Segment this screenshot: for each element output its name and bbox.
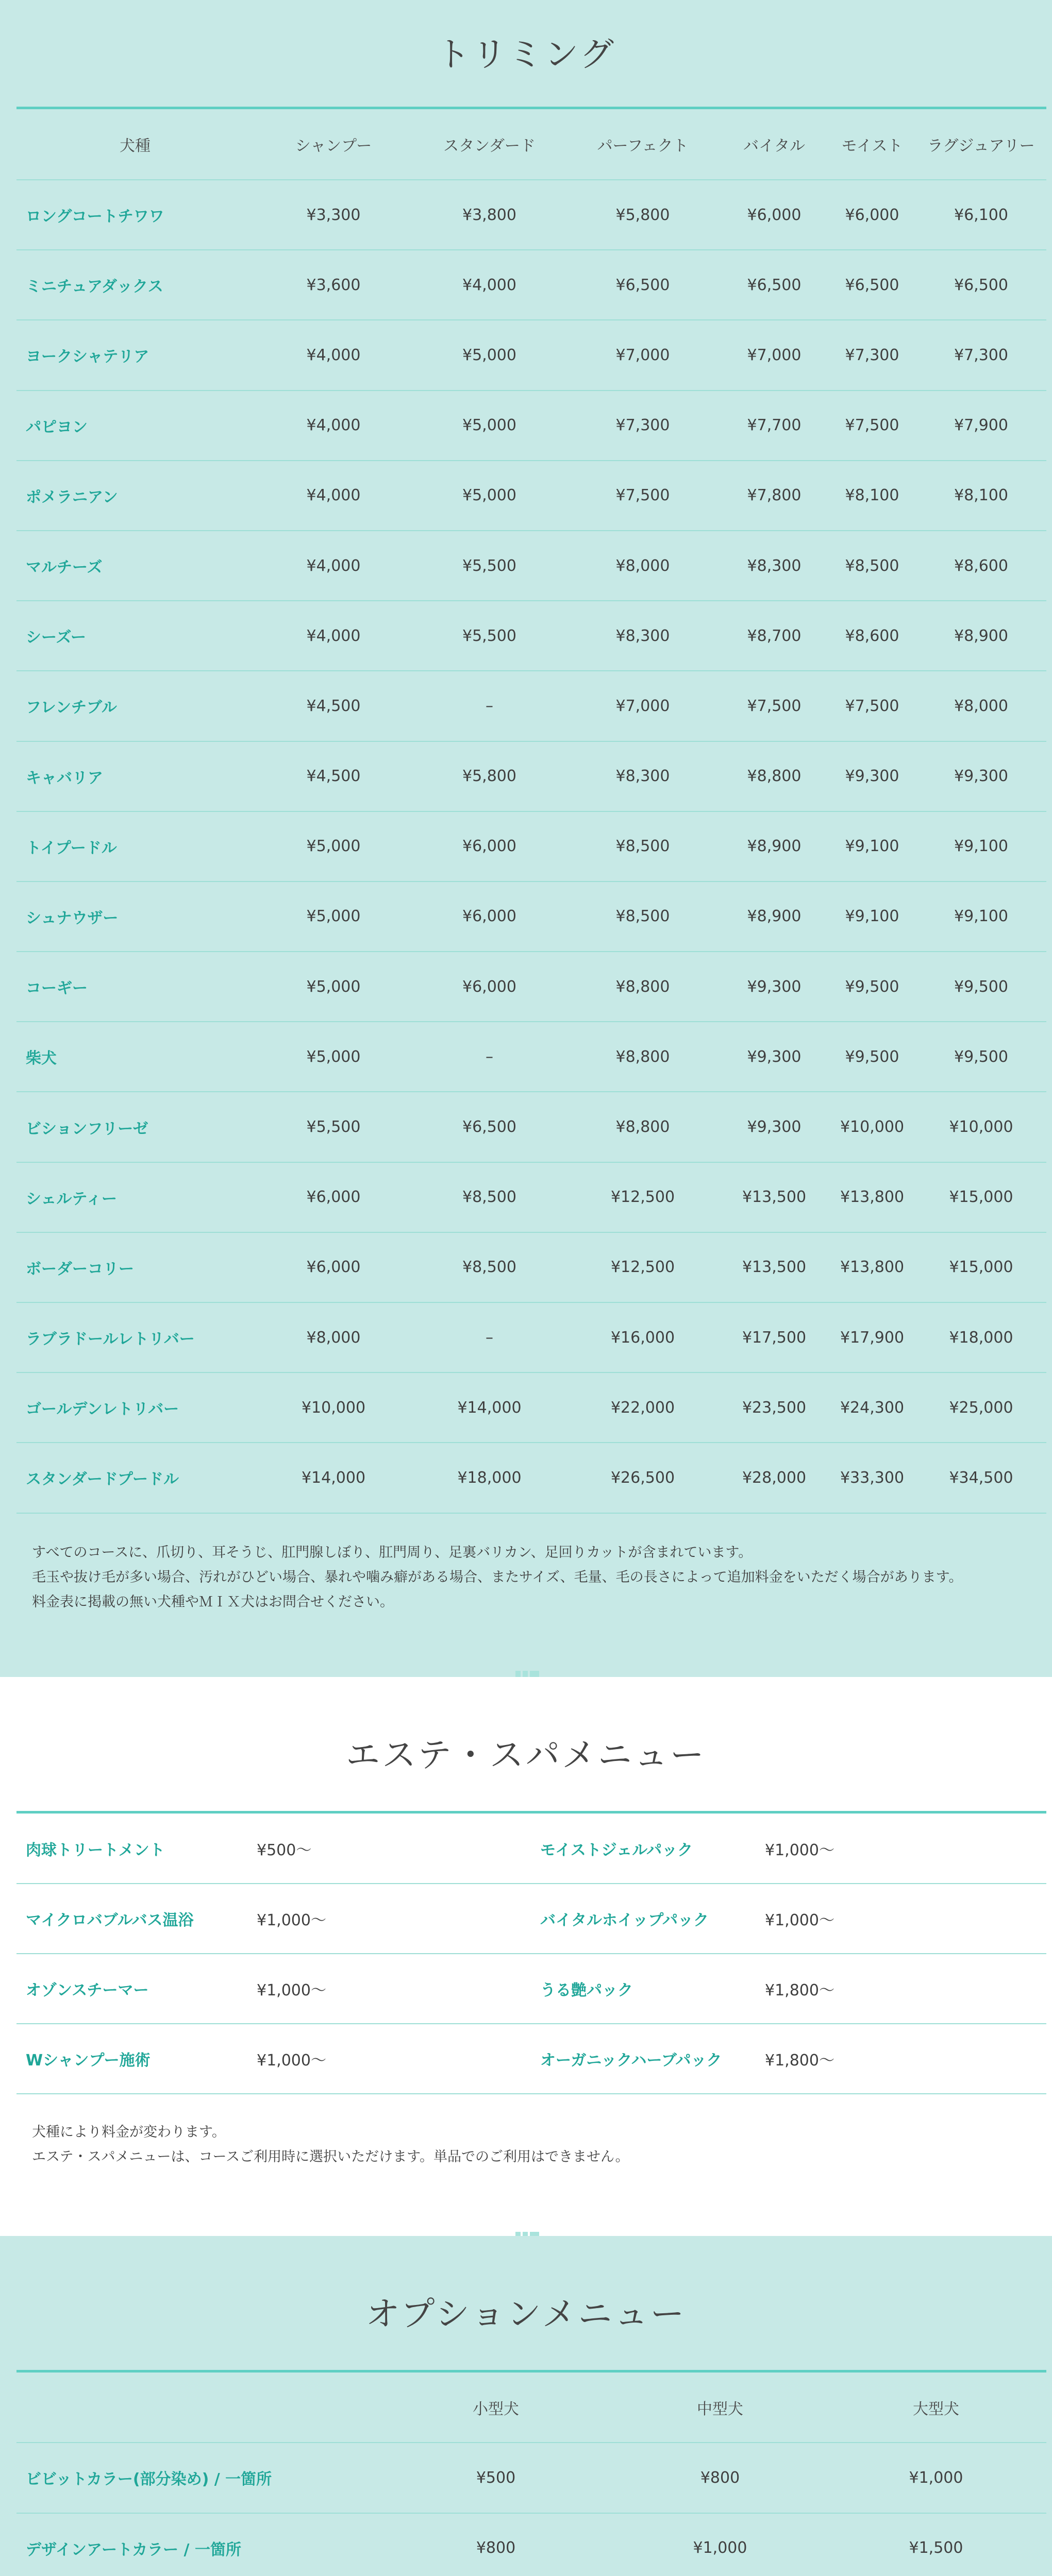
table-row — [16, 811, 1046, 882]
table-row — [16, 250, 1046, 320]
breed-name: キャバリア — [16, 741, 254, 811]
breed-name: マルチーズ — [16, 531, 254, 601]
breed-name: シーズー — [16, 601, 254, 671]
price-cell: ¥9,100 — [916, 882, 1046, 952]
table-row — [16, 1162, 1046, 1232]
price-cell: ¥4,000 — [254, 601, 413, 671]
trimming-note: すべてのコースに、爪切り、耳そうじ、肛門腺しぼり、肛門周り、足裏バリカン、足回りカットが含まれています。 — [32, 1545, 753, 1561]
breed-name: コーギー — [16, 952, 254, 1022]
price-cell: ¥5,800 — [413, 741, 565, 811]
trimming-title: トリミング — [436, 35, 616, 74]
price-cell: ¥8,500 — [413, 1162, 565, 1232]
price-cell: ¥7,300 — [916, 320, 1046, 390]
table-row — [16, 1092, 1046, 1162]
price-cell: ¥6,000 — [254, 1232, 413, 1302]
price-cell: ¥8,800 — [720, 741, 828, 811]
price-cell: ¥8,100 — [828, 461, 916, 531]
price-cell: ¥500 — [377, 2443, 614, 2513]
table-row — [16, 531, 1046, 601]
table-row — [16, 1443, 1046, 1513]
table-row — [16, 180, 1046, 250]
price-cell: ¥8,800 — [565, 952, 720, 1022]
price-cell: – — [413, 1022, 565, 1092]
price-cell: ¥6,500 — [413, 1092, 565, 1162]
table-row — [16, 320, 1046, 390]
option-name: ビビットカラー(部分染め) / 一箇所 — [16, 2443, 377, 2513]
spa-title: エステ・スパメニュー — [346, 1735, 706, 1775]
price-cell: ¥6,000 — [413, 882, 565, 952]
price-cell: ¥33,300 — [828, 1443, 916, 1513]
trimming-note: 毛玉や抜け毛が多い場合、汚れがひどい場合、暴れや噛み癖がある場合、またサイズ、毛量、毛の長さによって追加料金をいただく場合があります。 — [32, 1569, 963, 1585]
price-cell: ¥5,000 — [254, 1022, 413, 1092]
price-cell: ¥9,100 — [916, 811, 1046, 882]
spa-item-name: モイストジェルパック — [531, 1814, 761, 1884]
spa-note: エステ・スパメニューは、コースご利用時に選択いただけます。単品でのご利用はできません。 — [32, 2149, 629, 2165]
spa-item-name: 肉球トリートメント — [16, 1814, 253, 1884]
breed-name: トイプードル — [16, 811, 254, 882]
price-cell: ¥4,500 — [254, 741, 413, 811]
breed-name: ミニチュアダックス — [16, 250, 254, 320]
price-cell: ¥9,100 — [828, 811, 916, 882]
table-row — [16, 461, 1046, 531]
table-row — [16, 2024, 1046, 2094]
price-cell: ¥7,800 — [720, 461, 828, 531]
header-breed: 犬種 — [16, 109, 254, 180]
breed-name: ボーダーコリー — [16, 1232, 254, 1302]
price-cell: ¥22,000 — [565, 1372, 720, 1443]
price-cell: ¥7,300 — [828, 320, 916, 390]
breed-name: パピヨン — [16, 391, 254, 461]
price-cell: ¥5,800 — [565, 180, 720, 250]
price-cell: ¥8,300 — [565, 601, 720, 671]
spa-item-price: ¥1,800〜 — [761, 2024, 1046, 2094]
breed-name: ラブラドールレトリバー — [16, 1302, 254, 1372]
price-cell: ¥9,300 — [828, 741, 916, 811]
price-cell: ¥9,300 — [720, 1092, 828, 1162]
trimming-header-row — [16, 109, 1046, 180]
price-cell: ¥4,000 — [254, 531, 413, 601]
price-cell: ¥28,000 — [720, 1443, 828, 1513]
price-cell: ¥8,600 — [828, 601, 916, 671]
spa-table — [16, 1814, 1046, 2094]
price-cell: ¥23,500 — [720, 1372, 828, 1443]
table-row — [16, 882, 1046, 952]
price-cell: – — [413, 1302, 565, 1372]
breed-name: シュナウザー — [16, 882, 254, 952]
spa-item-price: ¥1,000〜 — [253, 2024, 531, 2094]
table-row — [16, 952, 1046, 1022]
price-cell: ¥1,000 — [826, 2443, 1046, 2513]
price-cell: ¥4,000 — [254, 461, 413, 531]
price-cell: ¥10,000 — [828, 1092, 916, 1162]
price-cell: ¥6,000 — [254, 1162, 413, 1232]
price-cell: ¥6,500 — [916, 250, 1046, 320]
header-standard: スタンダード — [413, 109, 565, 180]
breed-name: シェルティー — [16, 1162, 254, 1232]
price-cell: ¥5,000 — [254, 882, 413, 952]
options-table — [16, 2372, 1046, 2576]
spa-item-name: オゾンスチーマー — [16, 1954, 253, 2024]
price-cell: ¥15,000 — [916, 1232, 1046, 1302]
options-section — [0, 2236, 1052, 2576]
breed-name: スタンダードプードル — [16, 1443, 254, 1513]
price-cell: ¥5,000 — [413, 391, 565, 461]
table-row — [16, 671, 1046, 741]
price-cell: ¥8,100 — [916, 461, 1046, 531]
price-cell: ¥8,800 — [565, 1022, 720, 1092]
price-cell: ¥7,900 — [916, 391, 1046, 461]
price-cell: ¥16,000 — [565, 1302, 720, 1372]
price-cell: ¥4,500 — [254, 671, 413, 741]
price-cell: ¥7,500 — [828, 671, 916, 741]
price-cell: ¥10,000 — [916, 1092, 1046, 1162]
price-cell: ¥5,000 — [413, 461, 565, 531]
spa-item-price: ¥500〜 — [253, 1814, 531, 1884]
spa-section — [0, 1677, 1052, 2236]
price-cell: ¥13,500 — [720, 1232, 828, 1302]
table-row — [16, 1814, 1046, 1884]
price-cell: ¥10,000 — [254, 1372, 413, 1443]
price-cell: ¥5,500 — [254, 1092, 413, 1162]
spa-notes — [32, 2120, 629, 2170]
price-cell: ¥8,500 — [413, 1232, 565, 1302]
price-cell: ¥8,000 — [565, 531, 720, 601]
breed-name: ビションフリーゼ — [16, 1092, 254, 1162]
breed-name: フレンチブル — [16, 671, 254, 741]
price-cell: ¥17,900 — [828, 1302, 916, 1372]
table-row — [16, 391, 1046, 461]
options-title: オプションメニュー — [365, 2294, 687, 2334]
price-cell: ¥18,000 — [413, 1443, 565, 1513]
price-cell: ¥9,500 — [828, 1022, 916, 1092]
price-cell: ¥6,000 — [413, 952, 565, 1022]
price-cell: ¥1,500 — [826, 2513, 1046, 2576]
header-perfect: パーフェクト — [565, 109, 720, 180]
price-cell: ¥34,500 — [916, 1443, 1046, 1513]
price-cell: ¥800 — [614, 2443, 826, 2513]
table-row — [16, 1954, 1046, 2024]
spa-item-price: ¥1,000〜 — [253, 1954, 531, 2024]
price-cell: ¥5,000 — [254, 811, 413, 882]
price-cell: ¥8,500 — [565, 882, 720, 952]
price-cell: ¥15,000 — [916, 1162, 1046, 1232]
price-cell: ¥3,600 — [254, 250, 413, 320]
breed-name: ロングコートチワワ — [16, 180, 254, 250]
price-cell: ¥13,500 — [720, 1162, 828, 1232]
options-header-row — [16, 2372, 1046, 2443]
price-cell: – — [413, 671, 565, 741]
price-cell: ¥3,300 — [254, 180, 413, 250]
header-option-name — [16, 2372, 377, 2443]
price-cell: ¥18,000 — [916, 1302, 1046, 1372]
price-cell: ¥8,300 — [720, 531, 828, 601]
trimming-table — [16, 109, 1046, 1514]
price-cell: ¥7,500 — [720, 671, 828, 741]
price-cell: ¥9,300 — [916, 741, 1046, 811]
price-cell: ¥4,000 — [254, 391, 413, 461]
table-row — [16, 1232, 1046, 1302]
price-cell: ¥9,100 — [828, 882, 916, 952]
price-cell: ¥6,500 — [828, 250, 916, 320]
price-cell: ¥8,500 — [565, 811, 720, 882]
price-cell: ¥6,000 — [413, 811, 565, 882]
price-cell: ¥1,000 — [614, 2513, 826, 2576]
price-cell: ¥9,300 — [720, 1022, 828, 1092]
price-cell: ¥8,900 — [916, 601, 1046, 671]
price-cell: ¥8,800 — [565, 1092, 720, 1162]
price-cell: ¥8,900 — [720, 811, 828, 882]
spa-item-price: ¥1,000〜 — [761, 1814, 1046, 1884]
spa-item-name: うる艶パック — [531, 1954, 761, 2024]
spa-item-price: ¥1,000〜 — [253, 1884, 531, 1954]
price-cell: ¥8,700 — [720, 601, 828, 671]
table-row — [16, 1884, 1046, 1954]
price-cell: ¥9,500 — [828, 952, 916, 1022]
price-cell: ¥800 — [377, 2513, 614, 2576]
price-cell: ¥14,000 — [413, 1372, 565, 1443]
header-luxury: ラグジュアリー — [916, 109, 1046, 180]
price-cell: ¥8,000 — [254, 1302, 413, 1372]
price-cell: ¥13,800 — [828, 1232, 916, 1302]
table-row — [16, 1372, 1046, 1443]
table-row — [16, 1022, 1046, 1092]
spa-item-price: ¥1,000〜 — [761, 1884, 1046, 1954]
table-row — [16, 1302, 1046, 1372]
table-row — [16, 2443, 1046, 2513]
table-row — [16, 2513, 1046, 2576]
table-row — [16, 741, 1046, 811]
price-cell: ¥24,300 — [828, 1372, 916, 1443]
price-cell: ¥7,000 — [565, 671, 720, 741]
price-cell: ¥8,600 — [916, 531, 1046, 601]
breed-name: ポメラニアン — [16, 461, 254, 531]
price-cell: ¥8,300 — [565, 741, 720, 811]
option-name: デザインアートカラー / 一箇所 — [16, 2513, 377, 2576]
price-cell: ¥4,000 — [254, 320, 413, 390]
price-cell: ¥12,500 — [565, 1162, 720, 1232]
breed-name: ゴールデンレトリバー — [16, 1372, 254, 1443]
price-cell: ¥9,300 — [720, 952, 828, 1022]
price-cell: ¥6,500 — [720, 250, 828, 320]
spa-item-name: バイタルホイップパック — [531, 1884, 761, 1954]
price-cell: ¥4,000 — [413, 250, 565, 320]
spa-item-name: オーガニックハーブパック — [531, 2024, 761, 2094]
price-cell: ¥13,800 — [828, 1162, 916, 1232]
price-cell: ¥6,000 — [828, 180, 916, 250]
price-cell: ¥7,500 — [828, 391, 916, 461]
price-cell: ¥5,500 — [413, 531, 565, 601]
price-cell: ¥5,000 — [413, 320, 565, 390]
header-small-dog: 小型犬 — [377, 2372, 614, 2443]
price-cell: ¥7,000 — [720, 320, 828, 390]
breed-name: ヨークシャテリア — [16, 320, 254, 390]
price-cell: ¥17,500 — [720, 1302, 828, 1372]
price-cell: ¥7,300 — [565, 391, 720, 461]
price-cell: ¥8,900 — [720, 882, 828, 952]
spa-note: 犬種により料金が変わります。 — [32, 2124, 226, 2140]
price-cell: ¥8,000 — [916, 671, 1046, 741]
header-medium-dog: 中型犬 — [614, 2372, 826, 2443]
header-moist: モイスト — [828, 109, 916, 180]
price-cell: ¥7,500 — [565, 461, 720, 531]
price-cell: ¥14,000 — [254, 1443, 413, 1513]
price-cell: ¥25,000 — [916, 1372, 1046, 1443]
header-shampoo: シャンプー — [254, 109, 413, 180]
spa-item-price: ¥1,800〜 — [761, 1954, 1046, 2024]
breed-name: 柴犬 — [16, 1022, 254, 1092]
price-cell: ¥8,500 — [828, 531, 916, 601]
price-cell: ¥9,500 — [916, 1022, 1046, 1092]
price-cell: ¥6,500 — [565, 250, 720, 320]
spa-item-name: Wシャンプー施術 — [16, 2024, 253, 2094]
trimming-note: 料金表に掲載の無い犬種やＭＩＸ犬はお問合せください。 — [32, 1594, 394, 1610]
price-cell: ¥5,000 — [254, 952, 413, 1022]
trimming-notes — [32, 1540, 963, 1615]
price-cell: ¥12,500 — [565, 1232, 720, 1302]
table-row — [16, 601, 1046, 671]
header-vital: バイタル — [720, 109, 828, 180]
price-cell: ¥7,000 — [565, 320, 720, 390]
price-cell: ¥7,700 — [720, 391, 828, 461]
price-cell: ¥5,500 — [413, 601, 565, 671]
price-cell: ¥26,500 — [565, 1443, 720, 1513]
header-large-dog: 大型犬 — [826, 2372, 1046, 2443]
price-cell: ¥6,100 — [916, 180, 1046, 250]
price-cell: ¥3,800 — [413, 180, 565, 250]
price-cell: ¥6,000 — [720, 180, 828, 250]
spa-item-name: マイクロバブルバス温浴 — [16, 1884, 253, 1954]
price-cell: ¥9,500 — [916, 952, 1046, 1022]
